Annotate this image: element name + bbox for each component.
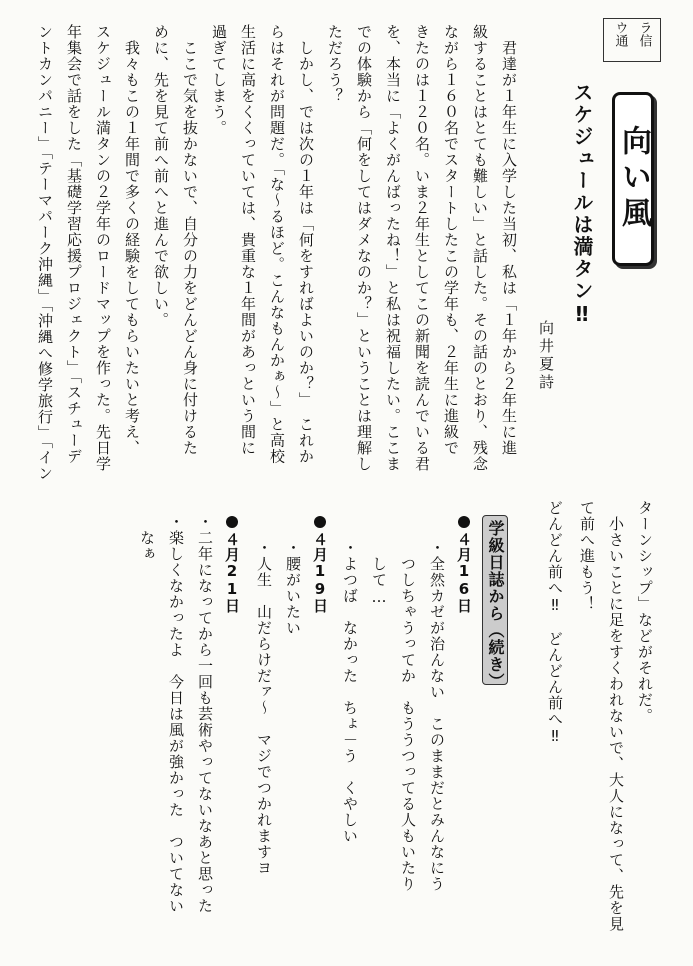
diary-date: ４月16日 [455, 532, 473, 613]
diary-line: ・全然カゼが治んない このままだとみんなにう [428, 540, 446, 892]
essay-column: らはそれが問題だ。「な～るほど。こんなもんかぁ～」と高校 [268, 24, 286, 465]
diary-line: して… [370, 540, 388, 607]
essay-column: ながら１６０名でスタートしたこの学年も、２年生に進級で [442, 24, 460, 456]
diary-date: ４月21日 [223, 532, 241, 613]
essay-column: を、本当に「よくがんばったね！」と私は祝福したい。ここま [384, 24, 402, 472]
masthead-label-right: ラ信 [636, 21, 652, 47]
essay-column: での体験から「何をしてはダメなのか？」ということは理解し [355, 24, 373, 472]
tagline: スケジュールは満タン‼ [570, 82, 594, 328]
essay-column: 年集会で話をした「基礎学習応援プロジェクト」「スチューデ [65, 24, 83, 465]
diary-line: ・楽しくなかったよ 今日は風が強かった ついてない [167, 514, 185, 914]
diary-line: つしちゃうってか もううつってる人もいたり [399, 540, 417, 892]
essay-column: ただろう？ [326, 24, 344, 104]
essay-column: ここで気を抜かないで、自分の力をどんどん身に付けるた [181, 24, 199, 456]
essay-column: 我々もこの１年間で多くの経験をしてもらいたいと考え、 [123, 24, 141, 456]
essay-continued-column: どんどん前へ‼ どんどん前へ‼ [546, 500, 564, 746]
essay-continued-column: ターンシップ」などがそれだ。 [636, 500, 654, 724]
bullet-dot-icon [314, 516, 326, 528]
author-name: 向井夏詩 [537, 320, 555, 392]
essay-column: スケジュール満タンの２学年のロードマップを作った。先日学 [94, 24, 112, 472]
essay-column: 級することはとても難しい」と話した。その話のとおり、残念 [471, 24, 489, 472]
diary-title-text: 学級日誌から（続き） [486, 520, 505, 690]
essay-column: しかし、では次の１年は「何をすればよいのか？」 これか [297, 24, 315, 465]
essay-column: 君達が１年生に入学した当初、私は「１年から２年生に進 [500, 24, 518, 456]
essay-column: めに、先を見て前へ前へと進んで欲しい。 [152, 24, 170, 328]
masthead-label-left: ウ通 [612, 21, 628, 47]
essay-column: 生活に高をくくっていては、貴重な１年間があっという間に [239, 24, 257, 456]
essay-column: きたのは１２０名。いま２年生としてこの新聞を読んでいる君 [413, 24, 431, 472]
bullet-dot-icon [458, 516, 470, 528]
diary-section-title [482, 515, 508, 690]
essay-continued-column: て前へ進もう！ [578, 500, 596, 612]
essay-continued-column: 小さいことに足をすくわれないで、大人になって、先を見 [607, 500, 625, 932]
diary-line: ・よつば なかった ちょ－う くやしい [341, 540, 359, 844]
diary-line: ・腰がいたい [284, 540, 302, 636]
diary-line: なぁ [138, 514, 156, 562]
bullet-dot-icon [226, 516, 238, 528]
essay-column: ントカンパニー」「テーマパーク沖縄」「沖縄へ修学旅行」「イン [36, 24, 54, 482]
diary-line: ・人生 山だらけだァ～ マジでつかれますヨ [255, 540, 273, 876]
logo-title: 向い風 [616, 125, 651, 233]
diary-line: ・二年になってから一回も芸術やってないなあと思った [196, 514, 214, 914]
essay-column: 過ぎてしまう。 [210, 24, 228, 136]
diary-date: ４月19日 [311, 532, 329, 613]
